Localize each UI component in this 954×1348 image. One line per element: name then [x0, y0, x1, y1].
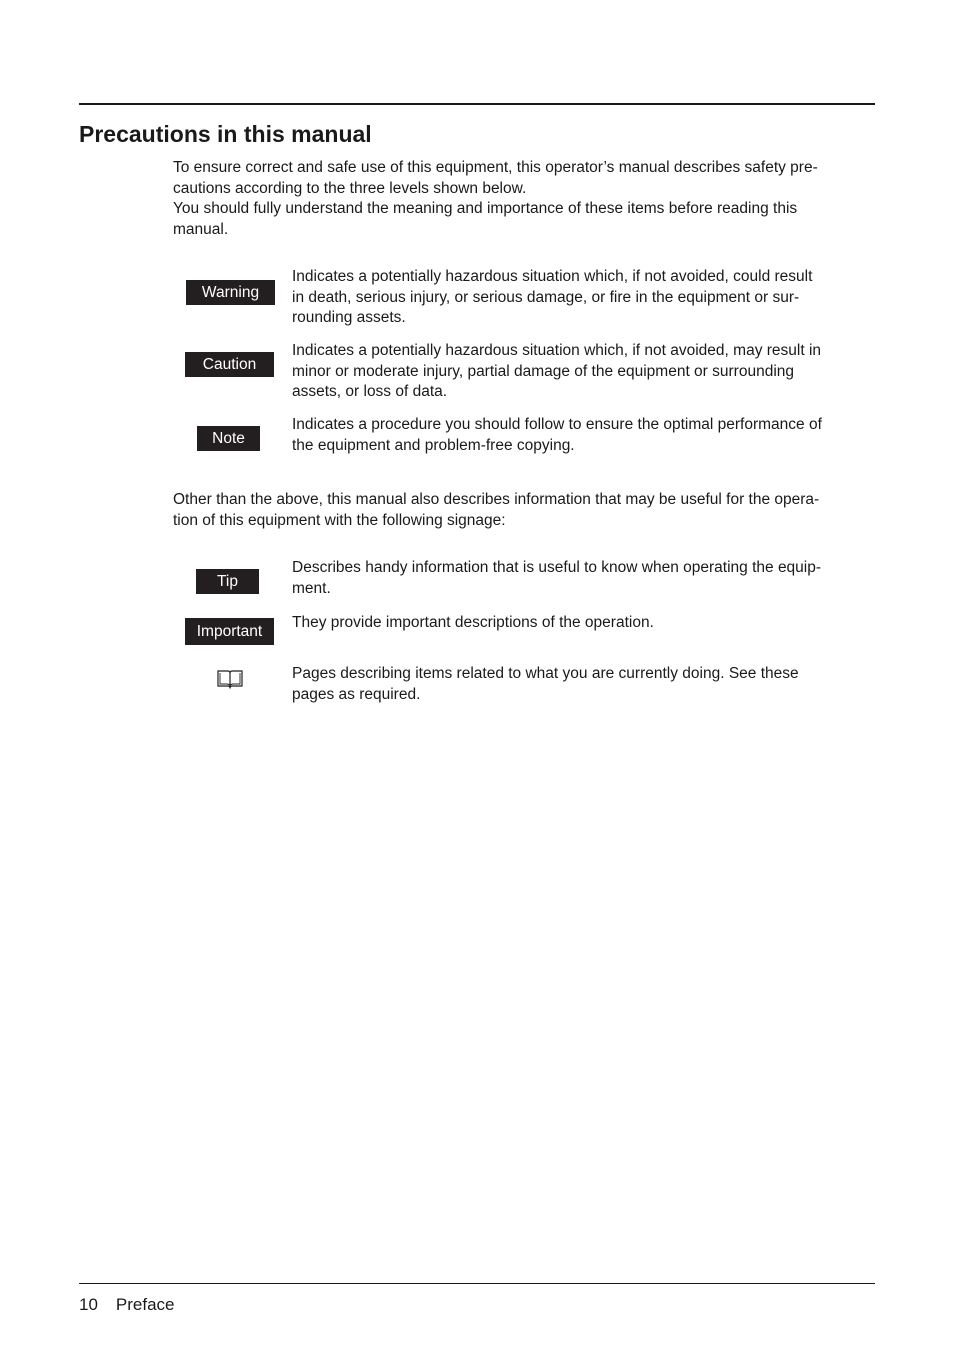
- page-title: Precautions in this manual: [79, 121, 372, 147]
- warning-description: [292, 267, 864, 329]
- footer: [79, 1294, 175, 1316]
- tip-badge: Tip: [196, 569, 259, 594]
- caution-line: assets, or loss of data.: [292, 383, 448, 400]
- note-line: the equipment and problem-free copying.: [292, 436, 575, 454]
- warning-line: rounding assets.: [292, 309, 406, 326]
- caution-badge: Caution: [185, 352, 274, 377]
- other-paragraph: [173, 490, 873, 531]
- intro-line: cautions according to the three levels shown below.: [173, 179, 527, 197]
- caution-description: [292, 341, 864, 403]
- warning-line: in death, serious injury, or serious damage, or fire in the equipment or sur-: [292, 288, 800, 306]
- caution-line: minor or moderate injury, partial damage of the equipment or surrounding: [292, 362, 795, 380]
- intro-line: manual.: [173, 220, 229, 238]
- warning-line: Indicates a potentially hazardous situation which, if not avoided, could result: [292, 268, 813, 285]
- intro-line: To ensure correct and safe use of this equipment, this operator’s manual describes safety pre-: [173, 159, 818, 176]
- warning-row: [173, 267, 873, 337]
- tip-line: Describes handy information that is useful to know when operating the equip-: [292, 559, 822, 576]
- top-rule: [79, 103, 875, 105]
- intro-paragraph: [173, 158, 873, 240]
- important-line: They provide important descriptions of the operation.: [292, 614, 654, 631]
- bottom-rule: [79, 1283, 875, 1284]
- important-badge: Important: [185, 618, 274, 645]
- reference-line: pages as required.: [292, 685, 421, 703]
- book-icon: [216, 668, 244, 690]
- important-description: [292, 613, 864, 634]
- reference-line: Pages describing items related to what you are currently doing. See these: [292, 665, 799, 682]
- section-name: Preface: [115, 1295, 175, 1314]
- caution-row: [173, 341, 873, 411]
- other-line: tion of this equipment with the following signage:: [173, 511, 506, 529]
- page-number: 10: [79, 1295, 98, 1314]
- note-line: Indicates a procedure you should follow to ensure the optimal performance of: [292, 416, 822, 433]
- tip-description: [292, 558, 864, 599]
- other-line: Other than the above, this manual also describes information that may be useful for the opera-: [173, 491, 820, 508]
- caution-line: Indicates a potentially hazardous situation which, if not avoided, may result in: [292, 342, 822, 359]
- reference-row: [173, 664, 873, 734]
- tip-line: ment.: [292, 579, 331, 597]
- note-badge: Note: [197, 426, 260, 451]
- note-description: [292, 415, 864, 456]
- note-row: [173, 415, 873, 485]
- warning-badge: Warning: [186, 280, 275, 305]
- reference-description: [292, 664, 864, 705]
- intro-line: You should fully understand the meaning and importance of these items before reading this: [173, 200, 798, 217]
